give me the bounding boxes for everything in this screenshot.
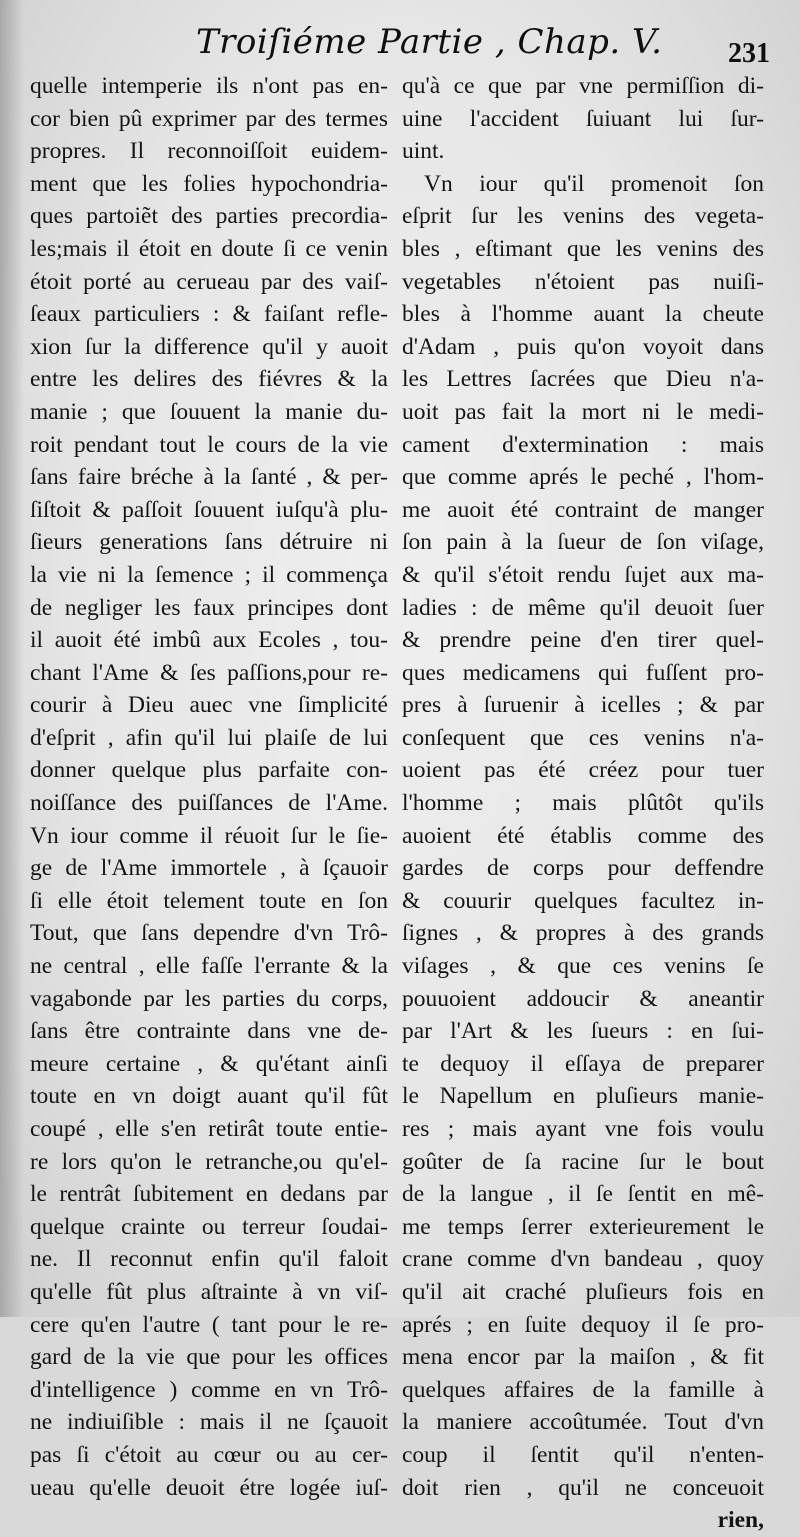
page-number: 231 [728, 38, 770, 69]
running-head: Troiſiéme Partie , Chap. V. [196, 22, 663, 62]
text-line: Vn iour qu'il promenoit ſon [424, 170, 764, 197]
text-line: courir à Dieu auec vne ſimplicité [30, 692, 388, 719]
text-line: uine l'accident ſuiuant lui ſur- [402, 105, 764, 132]
text-line: doit rien , qu'il ne conceuoit [402, 1474, 764, 1501]
text-line: ne. Il reconnut enfin qu'il faloit [30, 1246, 388, 1273]
text-line: conſequent que ces venins n'a- [402, 724, 764, 751]
text-line: eſprit ſur les venins des vegeta- [402, 203, 764, 230]
text-line: ment que les folies hypochondria- [30, 170, 388, 197]
text-line: il auoit été imbû aux Ecoles , tou- [30, 627, 388, 654]
text-line: l'homme ; mais plûtôt qu'ils [402, 790, 764, 817]
text-line: vagabonde par les parties du corps, [30, 985, 388, 1012]
text-line: & couurir quelques facultez in- [402, 887, 764, 914]
text-line: ueau qu'elle deuoit étre logée iuſ- [30, 1474, 388, 1501]
text-line: d'eſprit , afin qu'il lui plaiſe de lui [30, 724, 388, 751]
text-line: qu'il ait craché pluſieurs fois en [402, 1278, 764, 1305]
text-line: noiſſance des puiſſances de l'Ame. [30, 790, 388, 817]
text-line: pouuoient addoucir & aneantir [402, 985, 764, 1012]
text-line: ſi elle étoit telement toute en ſon [30, 887, 388, 914]
text-line: bles à l'homme auant la cheute [402, 301, 764, 328]
text-line: roit pendant tout le cours de la vie [30, 431, 388, 458]
text-line: re lors qu'on le retranche,ou qu'el- [30, 1148, 388, 1175]
text-line: toute en vn doigt auant qu'il fût [30, 1083, 388, 1110]
text-line: d'intelligence ) comme en vn Trô- [30, 1376, 388, 1403]
text-line: les;mais il étoit en doute ſi ce venin [30, 235, 388, 262]
text-line: ge de l'Ame immortele , à ſçauoir [30, 855, 388, 882]
text-line: gard de la vie que pour les offices [30, 1344, 388, 1371]
text-line: ſeaux particuliers : & faiſant refle- [30, 301, 388, 328]
gutter-shadow [0, 0, 24, 1317]
text-line: ſans être contrainte dans vne de- [30, 1018, 388, 1045]
text-line: & prendre peine d'en tirer quel- [402, 627, 764, 654]
text-line: quelques affaires de la famille à [402, 1376, 764, 1403]
text-line: uint. [402, 138, 445, 165]
right-text-column [402, 70, 764, 1537]
text-line: de negliger les faux principes dont [30, 594, 388, 621]
text-line: te dequoy il eſſaya de preparer [402, 1050, 764, 1077]
text-line: gardes de corps pour deffendre [402, 855, 764, 882]
text-line: quelle intemperie ils n'ont pas en- [30, 73, 388, 99]
text-line: me auoit été contraint de manger [402, 496, 764, 523]
text-line: le Napellum en pluſieurs manie- [402, 1083, 764, 1110]
text-line: chant l'Ame & ſes paſſions,pour re- [30, 659, 388, 686]
text-line: d'Adam , puis qu'on voyoit dans [402, 333, 764, 360]
text-line: ſignes , & propres à des grands [402, 920, 764, 947]
text-line: cor bien pû exprimer par des termes [30, 105, 388, 132]
text-line: goûter de ſa racine ſur le bout [402, 1148, 764, 1175]
text-line: uoit pas fait la mort ni le medi- [402, 398, 764, 425]
text-line: qu'elle fût plus aſtrainte à vn viſ- [30, 1278, 388, 1305]
text-line: uoient pas été créez pour tuer [402, 757, 764, 784]
text-line: ſiſtoit & paſſoit ſouuent iuſqu'à plu- [30, 496, 388, 523]
text-line: entre les delires des fiévres & la [30, 366, 388, 393]
text-line: la vie ni la ſemence ; il commença [30, 561, 388, 588]
text-line: cere qu'en l'autre ( tant pour le re- [30, 1311, 388, 1338]
text-line: ladies : de même qu'il deuoit ſuer [402, 594, 764, 621]
text-line: ques partoiẽt des parties precordia- [30, 203, 388, 230]
text-line: donner quelque plus parfaite con- [30, 757, 388, 784]
text-line: la maniere accoûtumée. Tout d'vn [402, 1409, 764, 1436]
left-text-column [30, 70, 388, 1504]
text-line: xion ſur la difference qu'il y auoit [30, 333, 388, 360]
text-line: les Lettres ſacrées que Dieu n'a- [402, 366, 764, 393]
text-line: bles , eſtimant que les venins des [402, 235, 764, 262]
text-line: ſieurs generations ſans détruire ni [30, 529, 388, 556]
text-line: coupé , elle s'en retirât toute entie- [30, 1116, 388, 1142]
catchword: rien, [717, 1507, 764, 1534]
text-line: ſans faire bréche à la ſanté , & per- [30, 464, 388, 491]
text-line: cament d'extermination : mais [402, 431, 764, 458]
text-line: qu'à ce que par vne permiſſion di- [402, 73, 764, 99]
text-line: & qu'il s'étoit rendu ſujet aux ma- [402, 561, 764, 588]
text-line: par l'Art & les ſueurs : en ſui- [402, 1018, 764, 1045]
text-line: mena encor par la maiſon , & fit [402, 1344, 764, 1371]
text-line: ne indiuiſible : mais il ne ſçauoit [30, 1409, 388, 1436]
text-line: res ; mais ayant vne fois voulu [402, 1116, 764, 1142]
text-line: manie ; que ſouuent la manie du- [30, 398, 388, 425]
text-line: ne central , elle faſſe l'errante & la [30, 953, 388, 980]
text-line: étoit porté au cerueau par des vaiſ- [30, 268, 388, 295]
text-line: aprés ; en ſuite dequoy il ſe pro- [402, 1311, 764, 1338]
text-line: meure certaine , & qu'étant ainſi [30, 1050, 388, 1077]
text-line: Vn iour comme il réuoit ſur le ſie- [30, 822, 388, 849]
text-line: pas ſi c'étoit au cœur ou au cer- [30, 1441, 388, 1468]
text-line: auoient été établis comme des [402, 822, 764, 849]
text-line: ſon pain à la ſueur de ſon viſage, [402, 529, 764, 556]
text-line: coup il ſentit qu'il n'enten- [402, 1441, 764, 1468]
text-line: vegetables n'étoient pas nuiſi- [402, 268, 764, 295]
text-line: viſages , & que ces venins ſe [402, 953, 764, 980]
text-line: propres. Il reconnoiſſoit euidem- [30, 138, 388, 165]
text-line: le rentrât ſubitement en dedans par [30, 1181, 388, 1208]
text-line: me temps ſerrer exterieurement le [402, 1213, 764, 1240]
text-line: ques medicamens qui fuſſent pro- [402, 659, 764, 686]
text-line: pres à ſuruenir à icelles ; & par [402, 692, 764, 719]
text-line: que comme aprés le peché , l'hom- [402, 464, 764, 491]
text-line: quelque crainte ou terreur ſoudai- [30, 1213, 388, 1240]
text-line: crane comme d'vn bandeau , quoy [402, 1246, 764, 1273]
text-line: Tout, que ſans dependre d'vn Trô- [30, 920, 388, 947]
text-line: de la langue , il ſe ſentit en mê- [402, 1181, 764, 1208]
